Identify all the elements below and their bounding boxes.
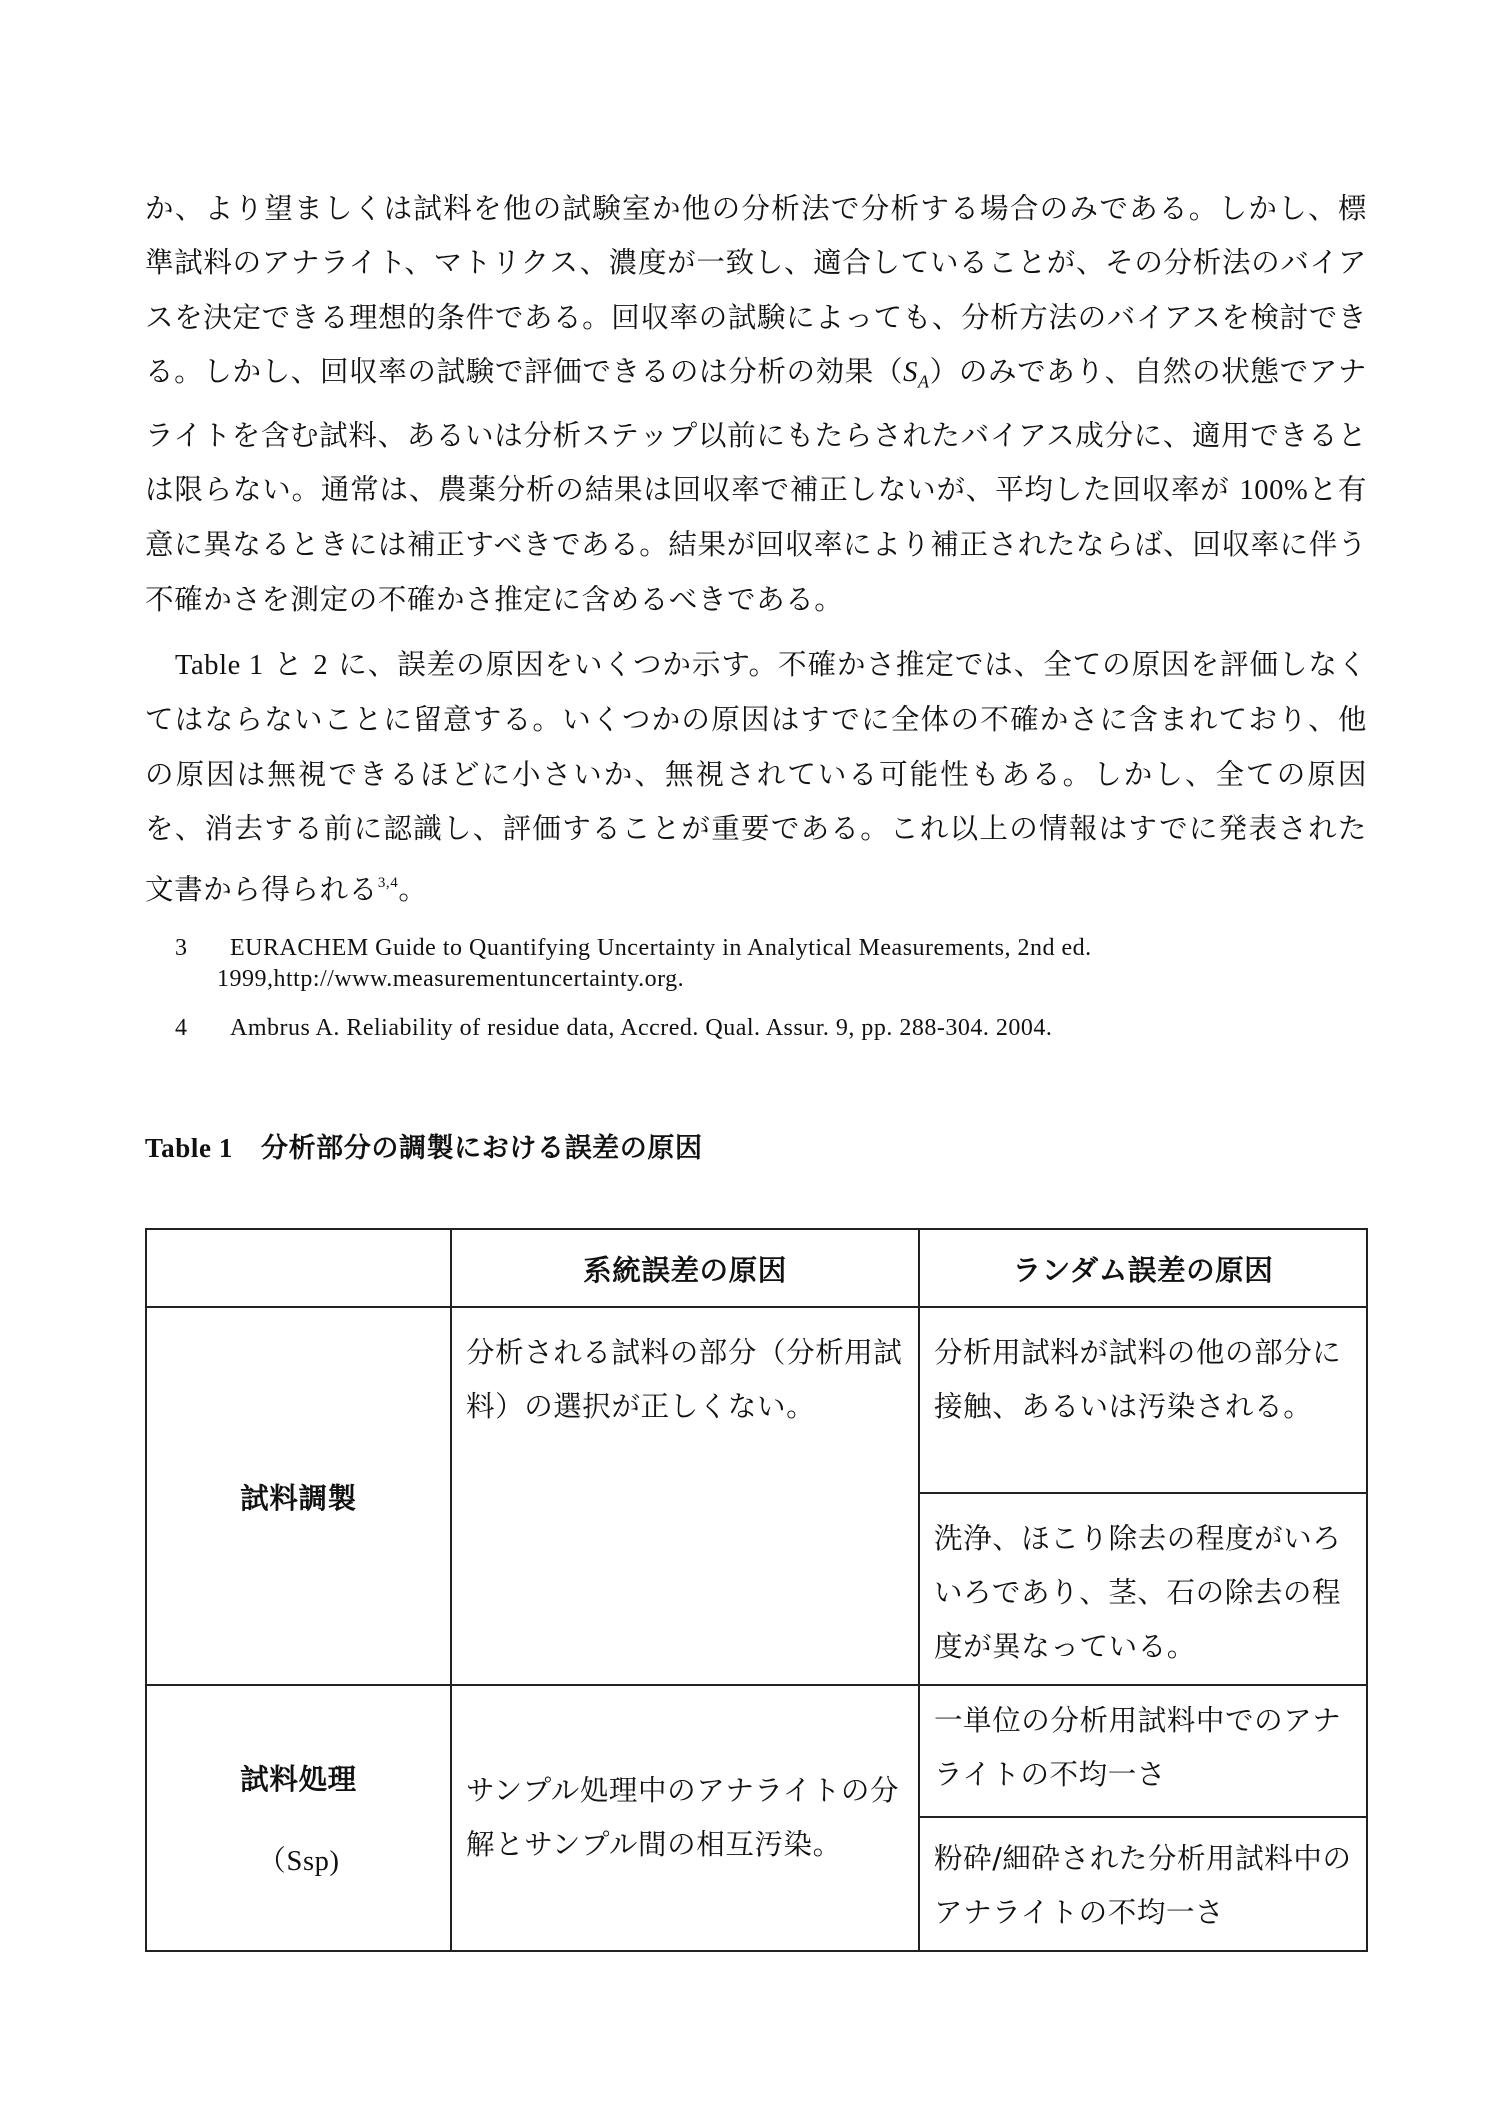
body-paragraph-2 bbox=[145, 638, 1367, 917]
systematic-cell: サンプル処理中のアナライトの分解とサンプル間の相互汚染。 bbox=[451, 1685, 919, 1951]
table-caption-title: 分析部分の調製における誤差の原因 bbox=[260, 1133, 703, 1164]
random-cell: 分析用試料が試料の他の部分に接触、あるいは汚染される。 bbox=[919, 1307, 1367, 1493]
table-caption bbox=[145, 1126, 703, 1165]
footnote-4 bbox=[175, 1013, 1325, 1044]
footnote-number: 3 bbox=[175, 935, 188, 961]
footnote-text: Ambrus A. Reliability of residue data, Accred. Qual. Assur. 9, pp. 288-304. 2004. bbox=[230, 1015, 1053, 1041]
error-sources-table bbox=[145, 1228, 1368, 1952]
paragraph-2-end: 。 bbox=[398, 873, 428, 907]
footnote-3 bbox=[175, 933, 1325, 995]
table-header-row bbox=[146, 1229, 1367, 1307]
header-systematic: 系統誤差の原因 bbox=[451, 1229, 919, 1307]
footnote-text-cont: 1999,http://www.measurementuncertainty.org. bbox=[217, 966, 685, 992]
table-caption-label: Table 1 bbox=[145, 1133, 233, 1163]
paragraph-1-text: か、より望ましくは試料を他の試験室か他の分析法で分析する場合のみである。しかし、標準試料のアナライト、マトリクス、濃度が一致し、適合していることが、その分析法のバイアスを決定できる理想的条件である。回収率の試験によっても、分析方法のバイアスを検討できる。しかし、回収率の試験で評価できるのは分析の効果（ bbox=[145, 192, 1367, 388]
paragraph-1-text-end: と有意に異なるときには補正すべきである。結果が回収率により補正されたならば、回収率に伴う不確かさを測定の不確かさ推定に含めるべきである。 bbox=[145, 473, 1367, 616]
paragraph-1-text-cont: ）のみであり、自然の状態でアナライトを含む試料、あるいは分析ステップ以前にもたらされたバイアス成分に、適用できるとは限らない。通常は、農薬分析の結果は回収率で補正しないが、平均した回収率が bbox=[145, 354, 1367, 507]
paragraph-2-connector: と bbox=[263, 648, 314, 681]
math-symbol: $S_A$ bbox=[903, 356, 930, 392]
header-empty bbox=[146, 1229, 451, 1307]
row-head-sample-prep: 試料調製 bbox=[146, 1307, 451, 1685]
random-cell: 洗浄、ほこり除去の程度がいろいろであり、茎、石の除去の程度が異なっている。 bbox=[919, 1493, 1367, 1685]
row-head-subtext: （Ssp) bbox=[257, 1846, 340, 1877]
random-cell: 粉砕/細砕された分析用試料中のアナライトの不均一さ bbox=[919, 1817, 1367, 1951]
body-paragraph-1 bbox=[145, 182, 1367, 627]
table-row bbox=[146, 1307, 1367, 1493]
row-head-sample-processing: 試料処理 （Ssp) bbox=[146, 1685, 451, 1951]
table-reference: Table 1 bbox=[175, 650, 264, 681]
percent-value: 100% bbox=[1239, 475, 1309, 507]
footnote-number: 4 bbox=[175, 1015, 188, 1041]
footnote-text: EURACHEM Guide to Quantifying Uncertainty in Analytical Measurements, 2nd ed. bbox=[230, 935, 1092, 961]
paragraph-2-text: に、誤差の原因をいくつか示す。不確かさ推定では、全ての原因を評価しなくてはならないことに留意する。いくつかの原因はすでに全体の不確かさに含まれており、他の原因は無視できるほどに小さいか、無視されている可能性もある。しかし、全ての原因を、消去する前に認識し、評価することが重要である。これ以上の情報はすでに発表された文書から得られる bbox=[145, 648, 1368, 907]
random-cell: 一単位の分析用試料中でのアナライトの不均一さ bbox=[919, 1685, 1367, 1817]
systematic-cell: 分析される試料の部分（分析用試料）の選択が正しくない。 bbox=[451, 1307, 919, 1685]
footnote-refs: 3,4 bbox=[377, 875, 399, 892]
table-reference-2: 2 bbox=[313, 650, 329, 681]
table-row bbox=[146, 1685, 1367, 1817]
header-random: ランダム誤差の原因 bbox=[919, 1229, 1367, 1307]
